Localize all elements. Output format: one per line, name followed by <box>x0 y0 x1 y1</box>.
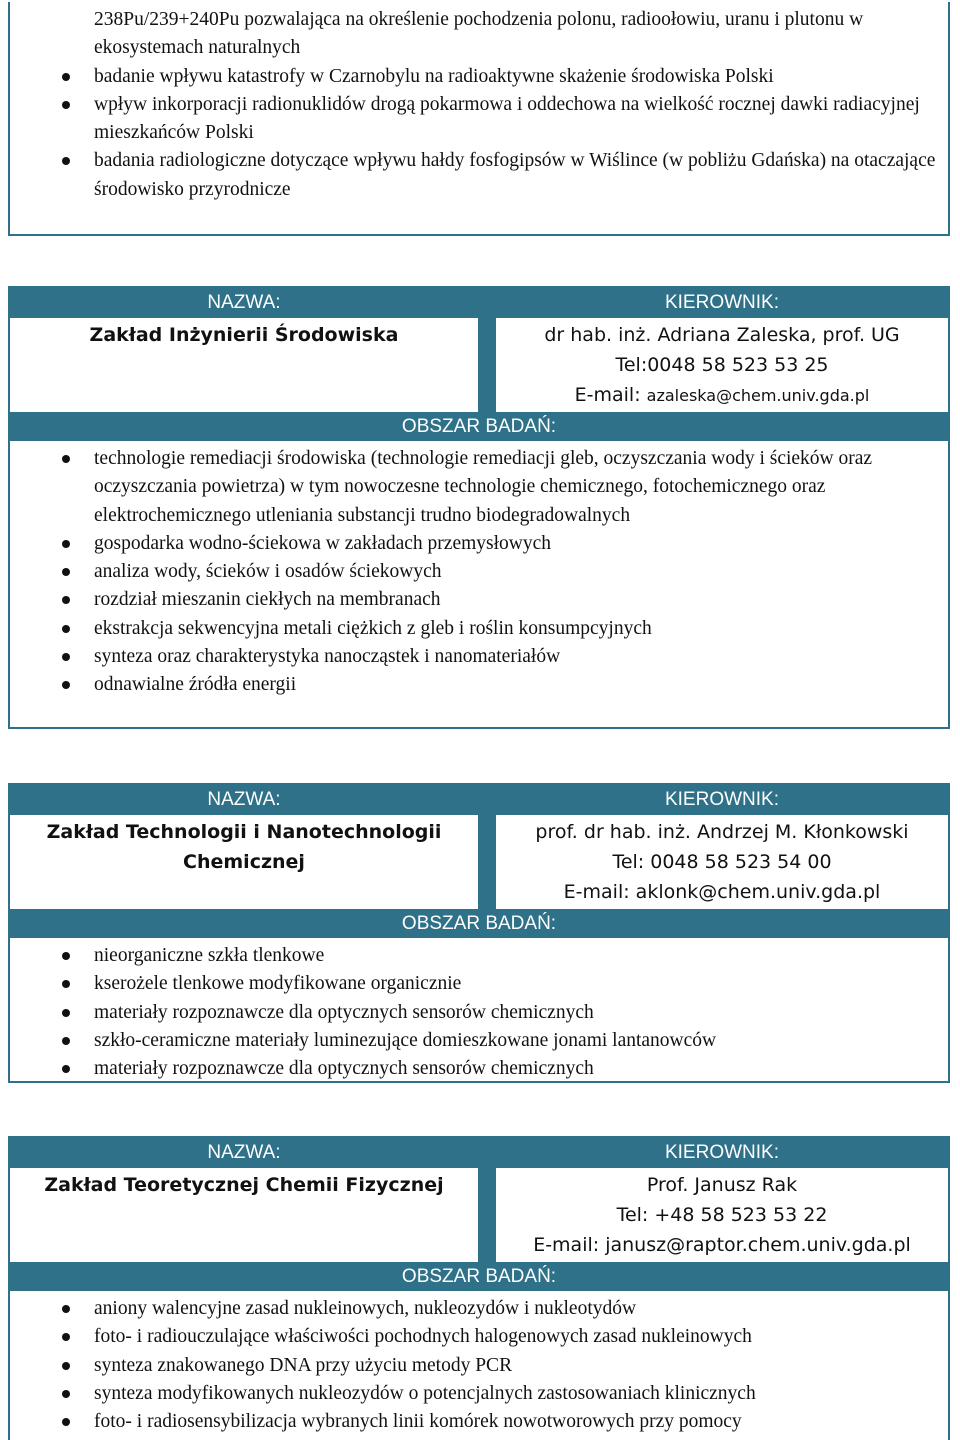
head-name: dr hab. inż. Adriana Zaleska, prof. UG <box>544 324 900 346</box>
list-item-text: materiały rozpoznawcze dla optycznych sensorów chemicznych <box>94 1058 594 1080</box>
list-item <box>10 999 940 1027</box>
list-item <box>10 1323 940 1351</box>
list-item-text: ekstrakcja sekwencyjna metali ciężkich z gleb i roślin konsumpcyjnych <box>94 617 652 639</box>
card-header <box>10 785 948 909</box>
list-item <box>10 1295 940 1323</box>
list-item <box>10 942 940 970</box>
department-card-environmental-engineering <box>8 286 950 729</box>
list-item-text: technologie remediacji środowiska (technologie remediacji gleb, oczyszczania wody i ścieków oraz oczyszczania powietrza) w tym nowoczesne technologie chemicznego, fotochemicznego oraz elektrochemicznego utleniania substancji trudno biodegradowalnych <box>94 448 873 526</box>
research-list <box>10 938 948 1087</box>
bullet-icon <box>62 1362 70 1370</box>
head-label: KIEROWNIK: <box>496 288 948 318</box>
department-card-chemical-technology <box>8 783 950 1083</box>
name-cell <box>10 785 480 909</box>
bullet-icon <box>62 596 70 604</box>
email-label: E-mail: <box>574 384 647 406</box>
list-item-text: gospodarka wodno-ściekowa w zakładach przemysłowych <box>94 532 552 554</box>
bullet-icon <box>62 540 70 548</box>
head-email: E-mail: janusz@raptor.chem.univ.gda.pl <box>533 1234 911 1256</box>
card-header <box>10 288 948 412</box>
list-item-text: aniony walencyjne zasad nukleinowych, nukleozydów i nukleotydów <box>94 1298 637 1319</box>
head-label: KIEROWNIK: <box>496 1138 948 1168</box>
list-item-text: 238Pu/239+240Pu pozwalająca na określenie pochodzenia polonu, radioołowiu, uranu i plutonu w ekosystemach naturalnych <box>94 9 864 59</box>
head-phone: Tel: +48 58 523 53 22 <box>616 1204 828 1226</box>
list-item <box>10 445 940 530</box>
list-item-text: synteza oraz charakterystyka nanocząstek i nanomateriałów <box>94 646 561 668</box>
bullet-icon <box>62 1418 70 1426</box>
list-item <box>10 643 940 671</box>
list-item-text: foto- i radiouczulające właściwości pochodnych halogenowych zasad nukleinowych <box>94 1326 752 1348</box>
name-label: NAZWA: <box>10 288 478 318</box>
list-item-text: nieorganiczne szkła tlenkowe <box>94 945 325 966</box>
bullet-icon <box>62 625 70 633</box>
head-email: azaleska@chem.univ.gda.pl <box>646 386 870 405</box>
head-email: E-mail: aklonk@chem.univ.gda.pl <box>563 881 881 903</box>
bullet-icon <box>62 653 70 661</box>
head-name: Prof. Janusz Rak <box>646 1174 798 1196</box>
head-phone: Tel: 0048 58 523 54 00 <box>612 851 832 873</box>
list-item-text: kserożele tlenkowe modyfikowane organicznie <box>94 973 462 995</box>
list-item-text: synteza znakowanego DNA przy użyciu metody PCR <box>94 1354 513 1376</box>
bullet-icon <box>62 681 70 689</box>
card-header <box>10 1138 948 1262</box>
bullet-icon <box>62 1390 70 1398</box>
research-area-label: OBSZAR BADAŃ: <box>10 1262 948 1291</box>
bullet-icon <box>62 568 70 576</box>
list-item <box>10 615 940 643</box>
research-area-label: OBSZAR BADAŃ: <box>10 909 948 938</box>
bullet-icon <box>62 1065 70 1073</box>
department-name-cont: Chemicznej <box>183 851 305 873</box>
list-item <box>10 558 940 586</box>
research-list <box>10 2 948 208</box>
list-item-text: foto- i radiosensybilizacja wybranych linii komórek nowotworowych przy pomocy <box>94 1411 742 1433</box>
list-item <box>10 1055 940 1083</box>
research-area-label: OBSZAR BADAŃ: <box>10 412 948 441</box>
bullet-icon <box>62 455 70 463</box>
list-item-text: szkło-ceramiczne materiały luminezujące domieszkowane jonami lantanowców <box>94 1029 717 1051</box>
list-item <box>10 63 940 91</box>
list-item <box>10 1352 940 1380</box>
head-cell <box>496 288 948 412</box>
bullet-icon <box>62 101 70 109</box>
list-item <box>10 1027 940 1055</box>
list-item <box>10 1380 940 1408</box>
list-item <box>10 1408 940 1436</box>
name-cell <box>10 1138 480 1262</box>
list-item-text: synteza modyfikowanych nukleozydów o potencjalnych zastosowaniach klinicznych <box>94 1382 756 1404</box>
bullet-icon <box>62 952 70 960</box>
bullet-icon <box>62 1037 70 1045</box>
name-label: NAZWA: <box>10 1138 478 1168</box>
list-item-text: analiza wody, ścieków i osadów ściekowych <box>94 561 442 583</box>
research-card-continuation <box>8 2 950 236</box>
list-item <box>10 6 940 63</box>
list-item-text: rozdział mieszanin ciekłych na membranach <box>94 589 441 611</box>
list-item <box>10 91 940 148</box>
head-cell <box>496 785 948 909</box>
department-name: Zakład Technologii i Nanotechnologii <box>46 821 442 843</box>
list-item <box>10 530 940 558</box>
head-name: prof. dr hab. inż. Andrzej M. Kłonkowski <box>535 821 909 843</box>
name-label: NAZWA: <box>10 785 478 815</box>
head-phone: Tel:0048 58 523 53 25 <box>615 354 829 376</box>
bullet-icon <box>62 1305 70 1313</box>
department-card-theoretical-physical-chemistry <box>8 1136 950 1440</box>
head-email-line <box>496 380 948 411</box>
research-list <box>10 441 948 704</box>
list-item <box>10 147 940 204</box>
research-list <box>10 1291 948 1440</box>
list-item-text: badania radiologiczne dotyczące wpływu hałdy fosfogipsów w Wiślince (w pobliżu Gdańska) na otaczające środowisko przyrodnicze <box>94 150 936 200</box>
bullet-icon <box>62 73 70 81</box>
bullet-icon <box>62 980 70 988</box>
head-cell <box>496 1138 948 1262</box>
list-item <box>10 970 940 998</box>
list-item <box>10 586 940 614</box>
list-item-text: materiały rozpoznawcze dla optycznych sensorów chemicznych <box>94 1001 594 1023</box>
bullet-icon <box>62 157 70 165</box>
list-item-text: odnawialne źródła energii <box>94 674 297 696</box>
name-cell <box>10 288 480 412</box>
department-name: Zakład Inżynierii Środowiska <box>89 324 399 346</box>
list-item <box>10 671 940 699</box>
list-item-text: badanie wpływu katastrofy w Czarnobylu na radioaktywne skażenie środowiska Polski <box>94 65 774 87</box>
department-name: Zakład Teoretycznej Chemii Fizycznej <box>44 1174 444 1196</box>
bullet-icon <box>62 1009 70 1017</box>
list-item-text: wpływ inkorporacji radionuklidów drogą pokarmowa i oddechowa na wielkość rocznej dawki radiacyjnej mieszkańców Polski <box>94 93 920 144</box>
head-label: KIEROWNIK: <box>496 785 948 815</box>
bullet-icon <box>62 1333 70 1341</box>
